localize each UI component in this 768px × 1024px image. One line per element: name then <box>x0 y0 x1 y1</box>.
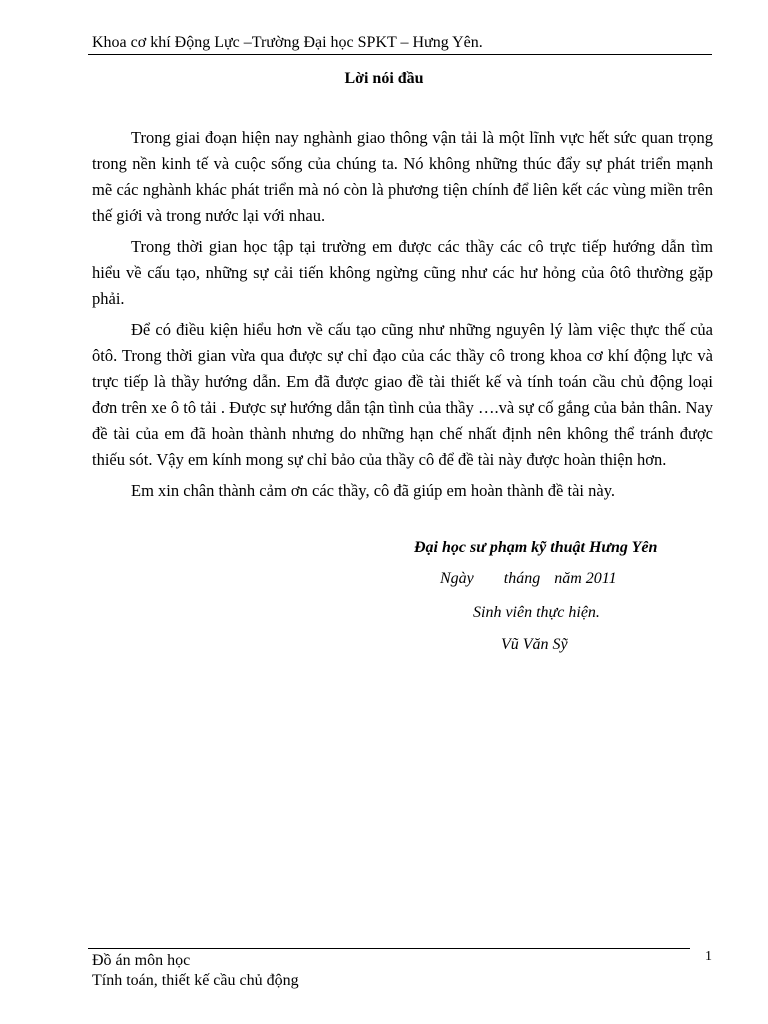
paragraph-1: Trong giai đoạn hiện nay nghành giao thông vận tải là một lĩnh vực hết sức quan trọng trong nền kinh tế và cuộc sống của chúng ta. Nó không những thúc đẩy sự phát triển mạnh mẽ các nghành khác phát triển mà nó còn là phương tiện chính để liên kết các vùng miền trên thế giới và trong nước lại với nhau. <box>92 128 713 225</box>
signature-date <box>440 570 617 588</box>
header-divider <box>88 54 712 55</box>
signature-school: Đại học sư phạm kỹ thuật Hưng Yên <box>414 539 658 556</box>
footer-divider <box>88 948 690 949</box>
paragraph-3: Để có điều kiện hiểu hơn về cấu tạo cũng như những nguyên lý làm việc thực thế của ôtô. Trong thời gian vừa qua được sự chỉ đạo của các thầy cô trong khoa cơ khí động lực và trực tiếp là thầy hướng dẫn. Em đã được giao đề tài thiết kế và tính toán cầu chủ động loại đơn trên xe ô tô tải . Được sự hướng dẫn tận tình của thầy ….và sự cố gắng của bản thân. Nay đề tài của em đã hoàn thành nhưng do những hạn chế nhất định nên không thể tránh được thiếu sót. Vậy em kính mong sự chỉ bảo của thầy cô để đề tài này được hoàn thiện hơn. <box>92 320 713 469</box>
body-text <box>92 125 713 509</box>
signature-student-label: Sinh viên thực hiện. <box>473 604 600 621</box>
footer-line-1: Đồ án môn học <box>92 952 191 969</box>
signature-name: Vũ Văn Sỹ <box>501 636 568 653</box>
date-year: năm 2011 <box>554 570 617 587</box>
page-title: Lời nói đầu <box>344 70 424 87</box>
date-day: Ngày <box>440 570 474 587</box>
paragraph-2: Trong thời gian học tập tại trường em được các thầy các cô trực tiếp hướng dẫn tìm hiểu về cấu tạo, những sự cải tiến không ngừng cũng như các hư hỏng của ôtô thường gặp phải. <box>92 237 713 308</box>
header-text: Khoa cơ khí Động Lực –Trường Đại học SPKT – Hưng Yên. <box>92 34 483 51</box>
footer-line-2: Tính toán, thiết kế cầu chủ động <box>92 972 299 989</box>
paragraph-4: Em xin chân thành cảm ơn các thầy, cô đã giúp em hoàn thành đề tài này. <box>131 481 616 500</box>
date-month: tháng <box>503 570 541 587</box>
page-number: 1 <box>705 949 712 964</box>
